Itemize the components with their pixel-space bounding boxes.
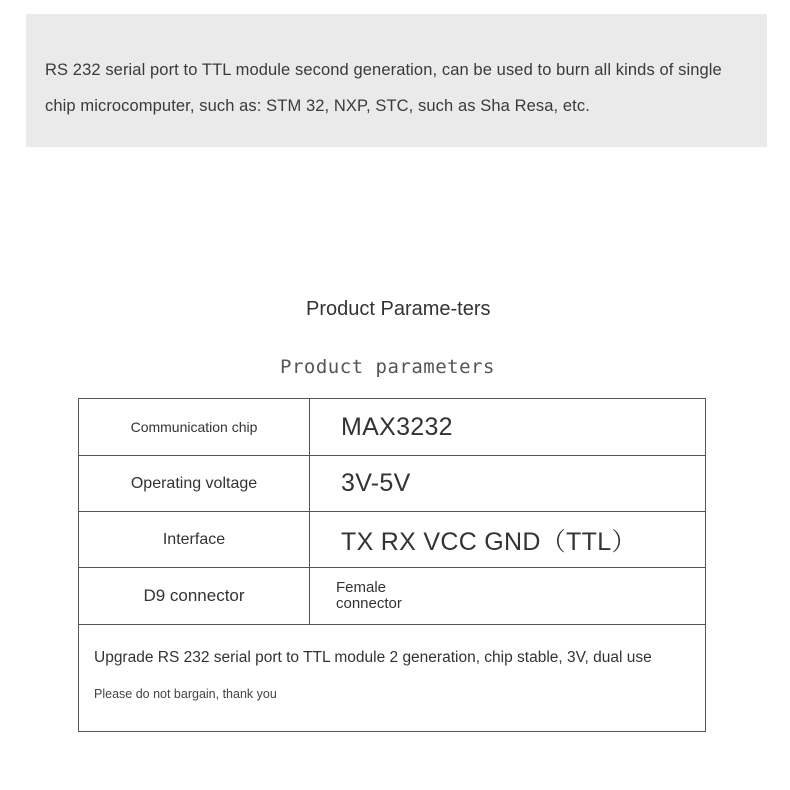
param-value: Female connector xyxy=(336,579,402,612)
param-value: TX RX VCC GND（TTL） xyxy=(341,527,637,556)
intro-text: RS 232 serial port to TTL module second generation, can be used to burn all kinds of single chip microcomputer, such as: STM 32, NXP, STC, such as Sha Resa, etc. xyxy=(45,61,722,115)
table-row xyxy=(79,456,705,512)
table-notes xyxy=(79,625,705,731)
table-row xyxy=(79,512,705,568)
parameter-table xyxy=(78,398,706,732)
section-subtitle: Product parameters xyxy=(280,356,495,378)
param-label: Operating voltage xyxy=(79,456,310,511)
note-secondary: Please do not bargain, thank you xyxy=(94,687,277,701)
table-row xyxy=(79,399,705,456)
param-value: MAX3232 xyxy=(341,412,453,441)
table-row xyxy=(79,568,705,625)
param-label: Interface xyxy=(79,512,310,567)
section-title: Product Parame-ters xyxy=(306,298,491,320)
param-value: 3V-5V xyxy=(341,469,411,497)
param-label: D9 connector xyxy=(79,568,310,624)
intro-banner xyxy=(26,14,767,147)
note-main: Upgrade RS 232 serial port to TTL module 2 generation, chip stable, 3V, dual use xyxy=(94,649,652,666)
param-label: Communication chip xyxy=(79,399,310,455)
